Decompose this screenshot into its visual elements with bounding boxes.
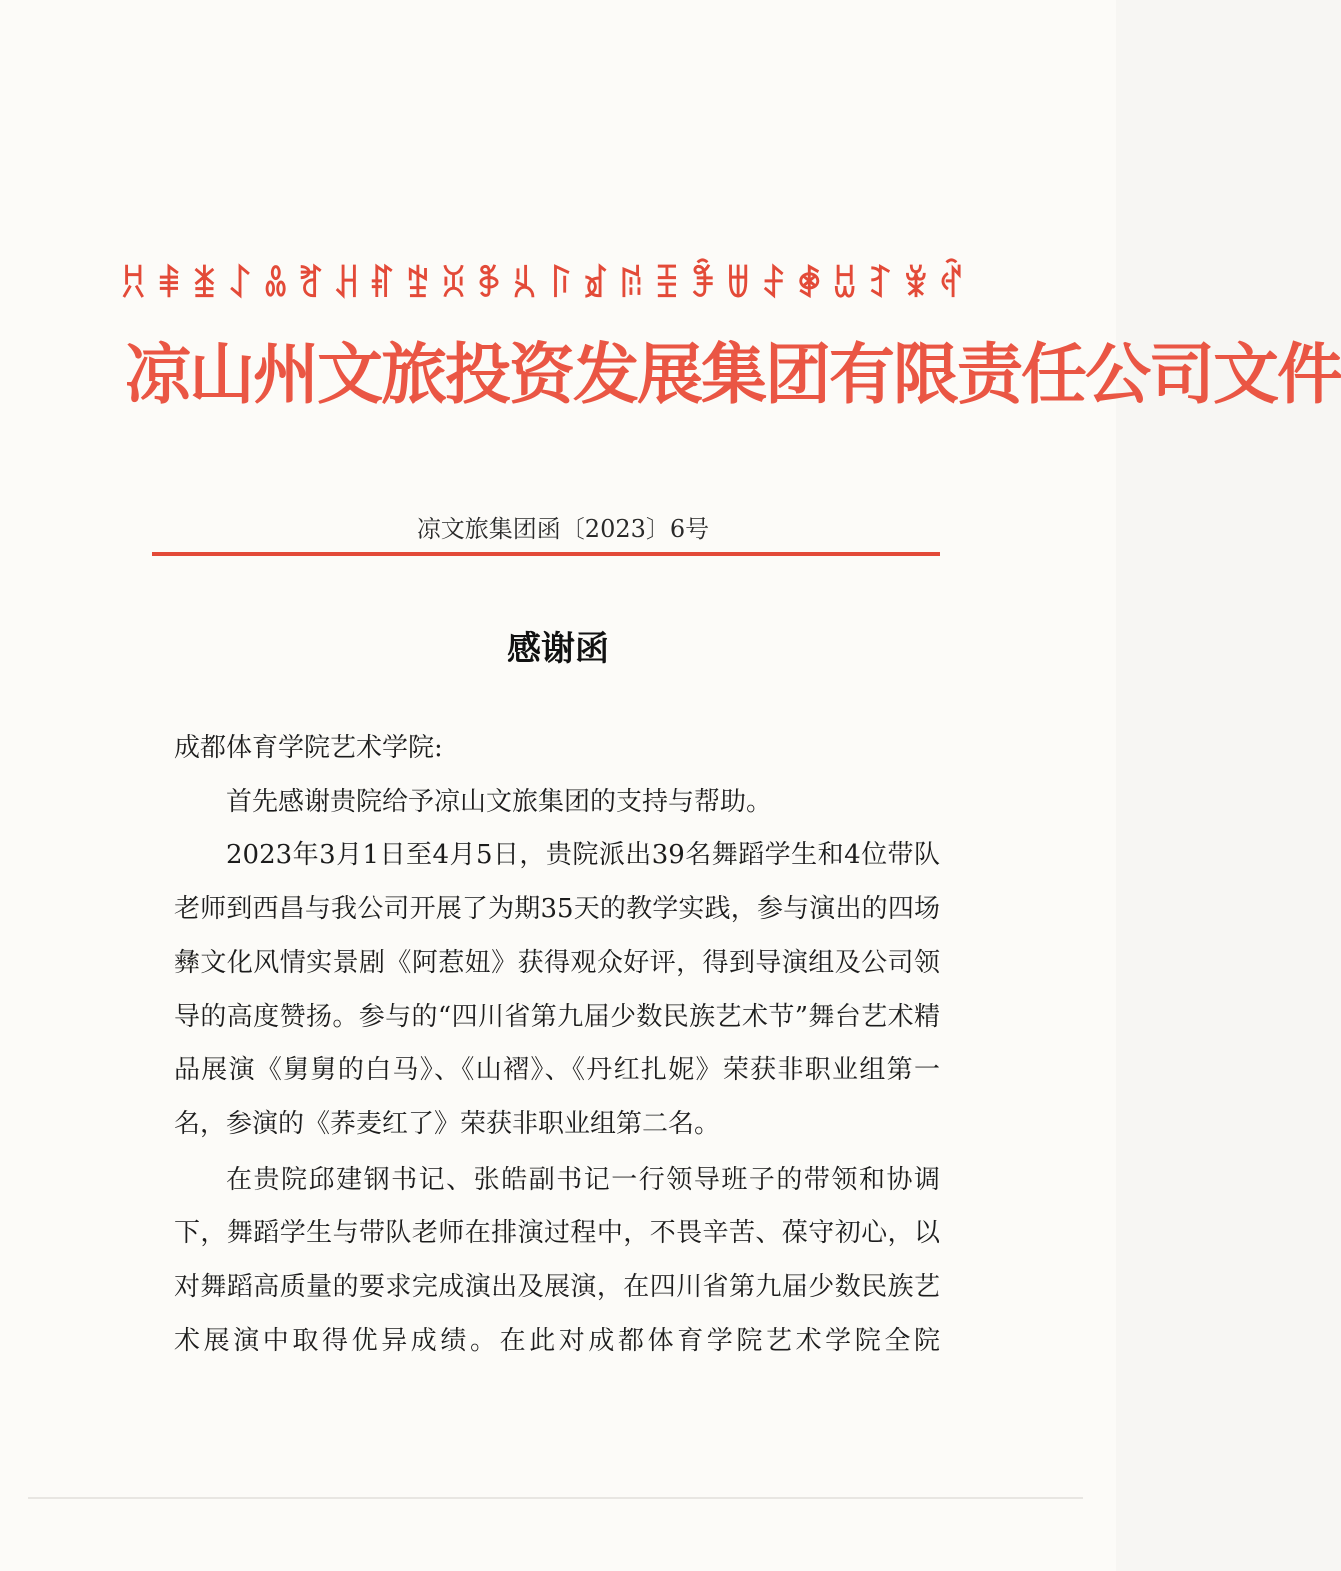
yi-script-glyph: ꐘ	[440, 264, 467, 306]
letter-title: 感谢函	[507, 629, 609, 669]
paragraph-leadership: 在贵院邱建钢书记、张皓副书记一行领导班子的带领和协调下，舞蹈学生与带队老师在排演过程中，不畏辛苦、葆守初心，以对舞蹈高质量的要求完成演出及展演，在四川省第九届少数民族艺术展演中取得优异成绩。在此对成都体育学院艺术学院全院	[174, 1164, 940, 1356]
letterhead-yi-script	[120, 262, 965, 308]
paragraph-thanks: 首先感谢贵院给予凉山文旅集团的支持与帮助。	[226, 786, 773, 817]
scan-bottom-edge	[28, 1497, 1083, 1499]
yi-script-glyph: ꃅ	[333, 264, 361, 306]
letterhead-title: 凉山州文旅投资发展集团有限责任公司文件	[125, 335, 1341, 413]
yi-script-glyph: ꀡ	[120, 264, 147, 306]
yi-script-glyph: ꈞ	[511, 264, 538, 306]
yi-script-glyph: ꍘ	[262, 264, 289, 306]
yi-script-glyph: ꐥ	[369, 264, 396, 306]
yi-script-glyph: ꑌ	[155, 264, 183, 306]
yi-script-glyph: ꃆ	[475, 264, 503, 306]
yi-script-glyph: ꑍ	[546, 264, 574, 306]
letter-body	[174, 722, 940, 1368]
yi-script-glyph: ꋹ	[902, 264, 930, 306]
yi-script-glyph: ꆈ	[867, 264, 894, 306]
document-number: 凉文旅集团函〔2023〕6号	[416, 515, 710, 543]
yi-script-glyph: ꀠ	[831, 264, 859, 306]
yi-script-glyph: ꄐ	[760, 264, 787, 306]
yi-script-glyph: ꏺ	[938, 264, 965, 306]
yi-script-glyph: ꊇ	[689, 264, 716, 306]
yi-script-glyph: ꁁ	[724, 264, 752, 306]
yi-script-glyph: ꑸ	[795, 264, 823, 306]
yi-script-glyph: ꋍ	[226, 264, 254, 306]
yi-script-glyph: ꄹ	[404, 264, 432, 306]
yi-script-glyph: ꀨ	[653, 264, 681, 306]
red-separator-line	[152, 552, 940, 556]
yi-script-glyph: ꋓ	[618, 264, 645, 306]
yi-script-glyph: ꐛ	[297, 264, 325, 306]
paragraph-practice: 2023年3月1日至4月5日，贵院派出39名舞蹈学生和4位带队老师到西昌与我公司开展了为期35天的教学实践，参与演出的四场彝文化风情实景剧《阿惹妞》获得观众好评，得到导演组及公司领导的高度赞扬。参与的“四川省第九届少数民族艺术节”舞台艺术精品展演《舅舅的白马》、《山褶》、《丹红扎妮》荣获非职业组第一名，参演的《荞麦红了》荣获非职业组第二名。	[174, 840, 940, 1139]
yi-script-glyph: ꁧ	[191, 264, 218, 306]
salutation: 成都体育学院艺术学院:	[174, 733, 443, 763]
yi-script-glyph: ꀃ	[582, 264, 610, 306]
